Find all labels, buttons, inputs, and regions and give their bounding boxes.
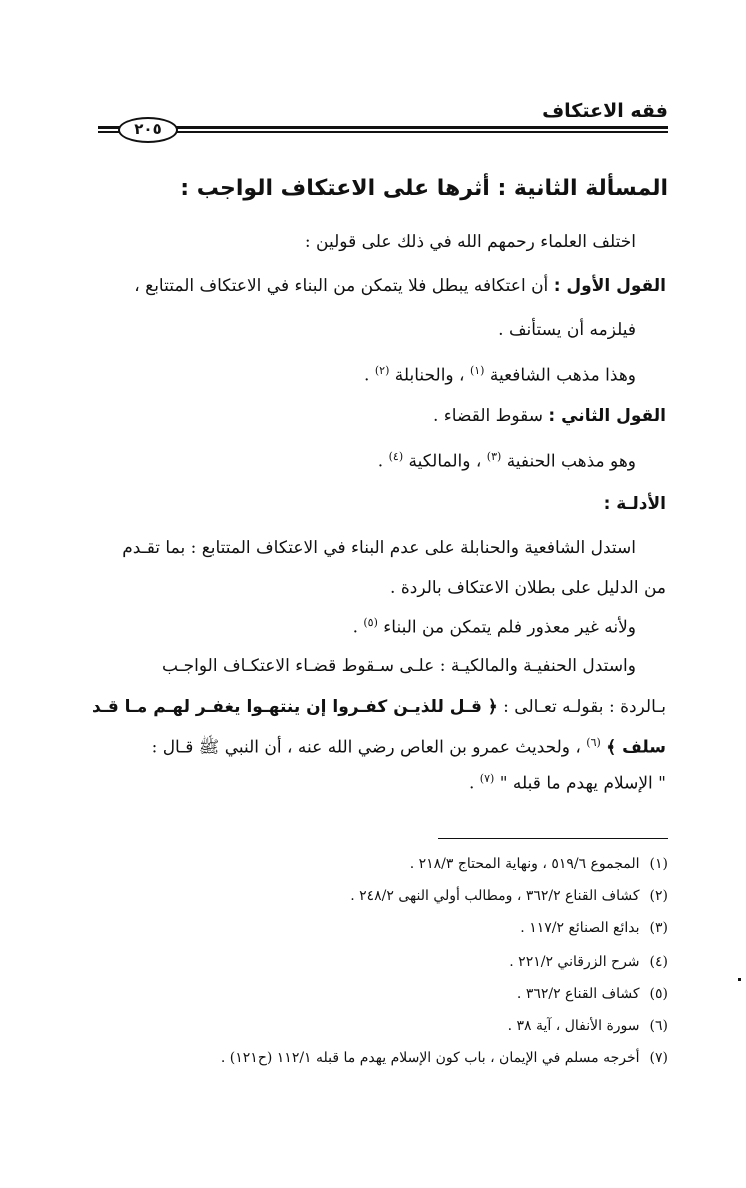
header-rule (98, 118, 668, 144)
margin-speck (738, 978, 741, 981)
evidence-heading-line (604, 494, 666, 514)
footnote-item (221, 1050, 668, 1066)
first-opinion-cont: فيلزمه أن يستأنف . (498, 320, 636, 340)
second-opinion-end: . (377, 451, 384, 472)
footnote-item (350, 888, 668, 904)
first-opinion-text: أن اعتكافه يبطل فلا يتمكن من البناء في الاعتكاف المتتابع ، (134, 276, 549, 296)
intro-line (305, 232, 636, 252)
evidence-p2-text: ولأنه غير معذور فلم يتمكن من البناء (383, 617, 636, 638)
first-opinion-schools-line (364, 364, 636, 386)
footnote-text: كشاف القناع ٣٦٢/٢ . (516, 986, 640, 1002)
footnote-ref-4[interactable]: (٤) (388, 450, 404, 463)
footnote-text: كشاف القناع ٣٦٢/٢ ، ومطالب أولي النهى ٢٤٨/٢ . (350, 888, 640, 904)
header-rule-line-thin (98, 131, 668, 133)
footnote-text: المجموع ٥١٩/٦ ، ونهاية المحتاج ٢١٨/٣ . (409, 856, 640, 872)
second-opinion-line (433, 406, 666, 426)
evidence-p3-text-1: واستدل الحنفيـة والمالكيـة : علـى سـقوط قضـاء الاعتكـاف الواجـب (161, 656, 636, 676)
evidence-p3-text-3b: ، ولحديث عمرو بن العاص رضي الله عنه ، أن النبي ﷺ قـال : (151, 737, 581, 758)
first-opinion-school-b: ، والحنابلة (394, 365, 465, 386)
evidence-p3-line-2 (92, 696, 666, 717)
evidence-p1-text-2: من الدليل على بطلان الاعتكاف بالردة . (390, 578, 666, 598)
evidence-p3-line-3 (152, 736, 666, 762)
second-opinion-school-a: وهو مذهب الحنفية (506, 451, 636, 472)
evidence-p1-line-2 (390, 578, 666, 598)
footnote-ref-5[interactable]: (٥) (363, 616, 378, 629)
footnote-text: بدائع الصنائع ١١٧/٢ . (520, 920, 640, 936)
footnote-item (517, 986, 668, 1002)
first-opinion-school-a: وهذا مذهب الشافعية (489, 365, 636, 386)
footnote-item (508, 1018, 668, 1034)
first-opinion-line (134, 276, 666, 296)
footnote-ref-3[interactable]: (٣) (486, 450, 502, 463)
issue-heading: المسألة الثانية : أثرها على الاعتكاف الواجب : (180, 176, 668, 201)
footnote-number: (٤) (649, 954, 668, 970)
header-rule-line-thick (98, 126, 668, 129)
second-opinion-text: سقوط القضاء . (433, 406, 543, 426)
first-opinion-end: . (364, 365, 370, 386)
second-opinion-school-b: ، والمالكية (408, 451, 482, 472)
intro-text: اختلف العلماء رحمهم الله في ذلك على قولين : (304, 232, 636, 252)
page-number: ٢٠٥ (118, 117, 178, 143)
footnote-text: شرح الزرقاني ٢٢١/٢ . (509, 954, 640, 970)
footnote-ref-7[interactable]: (٧) (479, 772, 495, 785)
footnote-item (509, 954, 668, 970)
evidence-heading: الأدلـة : (603, 494, 666, 514)
footnote-number: (٥) (649, 986, 668, 1002)
footnote-number: (٦) (649, 1018, 668, 1034)
footnote-number: (٣) (649, 920, 668, 936)
footnote-item (520, 920, 668, 936)
footnote-separator (438, 838, 668, 839)
evidence-p3-text-2a: بـالردة : بقولـه تعـالى : (503, 697, 666, 717)
quran-verse: ﴿ قـل للذيـن كفـروا إن ينتهـوا يغفـر لهـم مـا قـد (91, 697, 498, 717)
evidence-p1-line-1 (122, 538, 636, 558)
footnote-number: (٢) (649, 888, 668, 904)
footnote-ref-1[interactable]: (١) (469, 364, 485, 377)
second-opinion-schools-line (378, 450, 636, 472)
quran-verse-end: سلف ﴾ (606, 737, 666, 758)
evidence-p2-end: . (352, 617, 358, 638)
evidence-p3-end: . (468, 773, 475, 794)
footnote-ref-2[interactable]: (٢) (374, 364, 390, 377)
hadith-quote: " الإسلام يهدم ما قبله " (499, 773, 666, 794)
first-opinion-cont-line (498, 320, 636, 340)
footnote-ref-6[interactable]: (٦) (586, 736, 601, 749)
running-title: فقه الاعتكاف (542, 100, 668, 122)
evidence-p3-line-4 (469, 772, 666, 794)
footnote-number: (٧) (649, 1050, 668, 1066)
footnote-number: (١) (649, 856, 668, 872)
evidence-p2-line (353, 616, 636, 638)
footnote-item (410, 856, 668, 872)
footnote-text: أخرجه مسلم في الإيمان ، باب كون الإسلام يهدم ما قبله ١١٢/١ (ح١٢١) . (220, 1050, 640, 1066)
second-opinion-label: القول الثاني : (548, 406, 666, 426)
footnote-text: سورة الأنفال ، آية ٣٨ . (507, 1018, 640, 1034)
first-opinion-label: القول الأول : (553, 276, 666, 296)
evidence-p3-line-1 (162, 656, 636, 676)
evidence-p1-text-1: استدل الشافعية والحنابلة على عدم البناء في الاعتكاف المتتابع : بما تقـدم (122, 538, 636, 558)
